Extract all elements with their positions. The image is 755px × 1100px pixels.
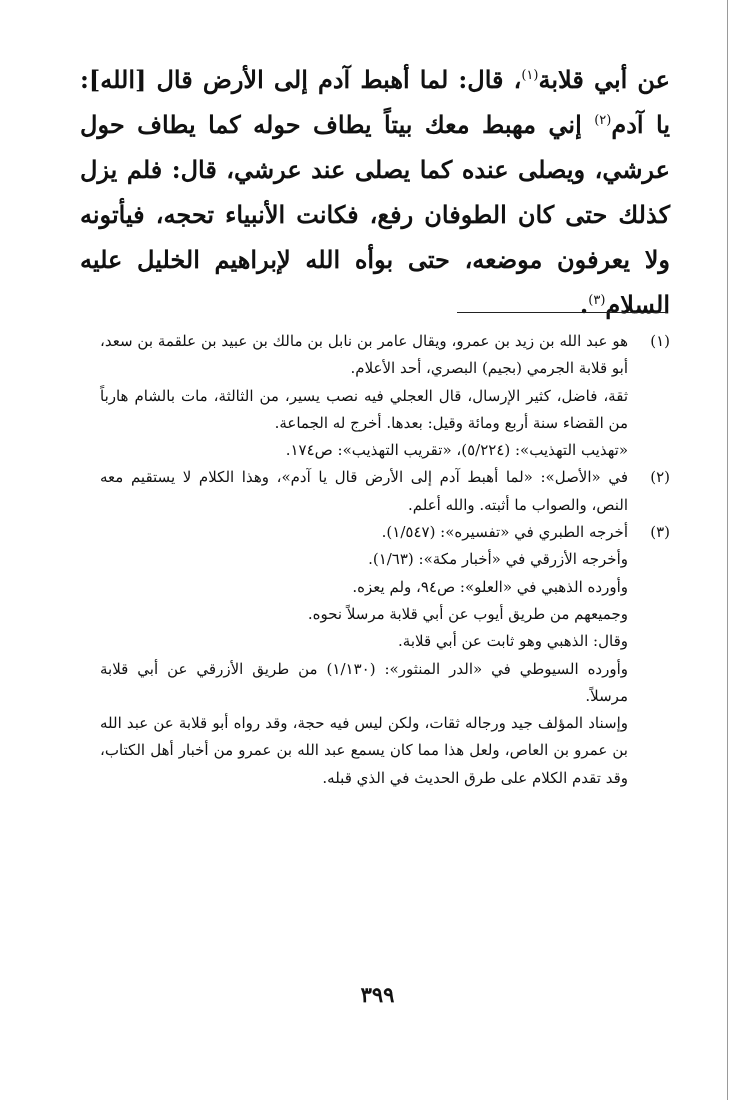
footnote-paragraph: وإسناد المؤلف جيد ورجاله ثقات، ولكن ليس فيه حجة، وقد رواه أبو قلابة عن عبد الله بن عمرو بن العاص، ولعل هذا مما كان يسمع عبد الله بن عمرو من أخبار أهل الكتاب، وقد تقدم الكلام على طرق الحديث في الذي قبله. — [100, 714, 628, 787]
footnote-paragraph: ثقة، فاضل، كثير الإرسال، قال العجلي فيه نصب يسير، من الثالثة، مات بالشام هارباً من القضاء سنة أربع ومائة وقيل: بعدها. أخرج له الجماعة. — [100, 386, 628, 432]
main-text-part-2: ، قال: لما أهبط آدم إلى الأرض قال [الله]: يا آدم — [80, 65, 671, 139]
footnote-ref-1[interactable]: (١) — [521, 68, 539, 83]
footnote-paragraph: وقال: الذهبي وهو ثابت عن أبي قلابة. — [398, 632, 628, 651]
footnote-paragraph: وأورده السيوطي في «الدر المنثور»: (١/١٣٠) من طريق الأزرقي عن أبي قلابة مرسلاً. — [100, 659, 629, 705]
main-text-part-3: إني مهبط معك بيتاً يطاف حوله كما يطاف حول عرشي، ويصلى عنده كما يصلى عند عرشي، قال: فلم يزل كذلك حتى كان الطوفان رفع، فكانت الأنبياء تحجه، فيأتونه ولا يعرفون موضعه، حتى بوأه الله لإبراهيم الخليل عليه السلام — [80, 110, 670, 319]
footnotes — [100, 328, 670, 792]
footnote-ref-3[interactable]: (٣) — [588, 293, 606, 308]
main-text-part-4: . — [579, 290, 589, 319]
footnote-paragraph: هو عبد الله بن زيد بن عمرو، ويقال عامر بن نابل بن مالك بن عبيد بن علقمة بن سعد، أبو قلابة الجرمي (بجيم) البصري، أحد الأعلام. — [100, 332, 628, 378]
footnote-2 — [100, 464, 670, 519]
main-text — [80, 57, 670, 327]
main-paragraph — [80, 57, 670, 327]
footnote-ref-2[interactable]: (٢) — [594, 113, 612, 128]
footnote-body — [100, 328, 628, 464]
footnote-paragraph: وجميعهم من طريق أيوب عن أبي قلابة مرسلاً نحوه. — [307, 604, 628, 623]
footnote-3 — [100, 519, 670, 792]
footnote-body — [100, 519, 628, 792]
footnote-body — [100, 464, 628, 519]
page-number: ٣٩٩ — [360, 982, 395, 1007]
footnote-paragraph: أخرجه الطبري في «تفسيره»: (١/٥٤٧). — [381, 523, 628, 542]
footnote-separator — [457, 312, 667, 313]
footnote-paragraph: وأخرجه الأزرقي في «أخبار مكة»: (١/٦٣). — [368, 550, 628, 569]
footnote-paragraph: وأورده الذهبي في «العلو»: ص٩٤، ولم يعزه. — [352, 577, 628, 596]
footnote-1 — [100, 328, 670, 464]
footnote-paragraph: «تهذيب التهذيب»: (٥/٢٢٤)، «تقريب التهذيب»: ص١٧٤. — [285, 441, 628, 460]
footnote-number: (٣) — [650, 523, 670, 542]
main-text-part-1: عن أبي قلابة — [538, 65, 670, 94]
footnote-number: (٢) — [650, 468, 670, 487]
footnote-paragraph: في «الأصل»: «لما أهبط آدم إلى الأرض قال يا آدم»، وهذا الكلام لا يستقيم معه النص، والصواب ما أثبته. والله أعلم. — [100, 468, 628, 514]
footnote-number: (١) — [650, 332, 670, 350]
